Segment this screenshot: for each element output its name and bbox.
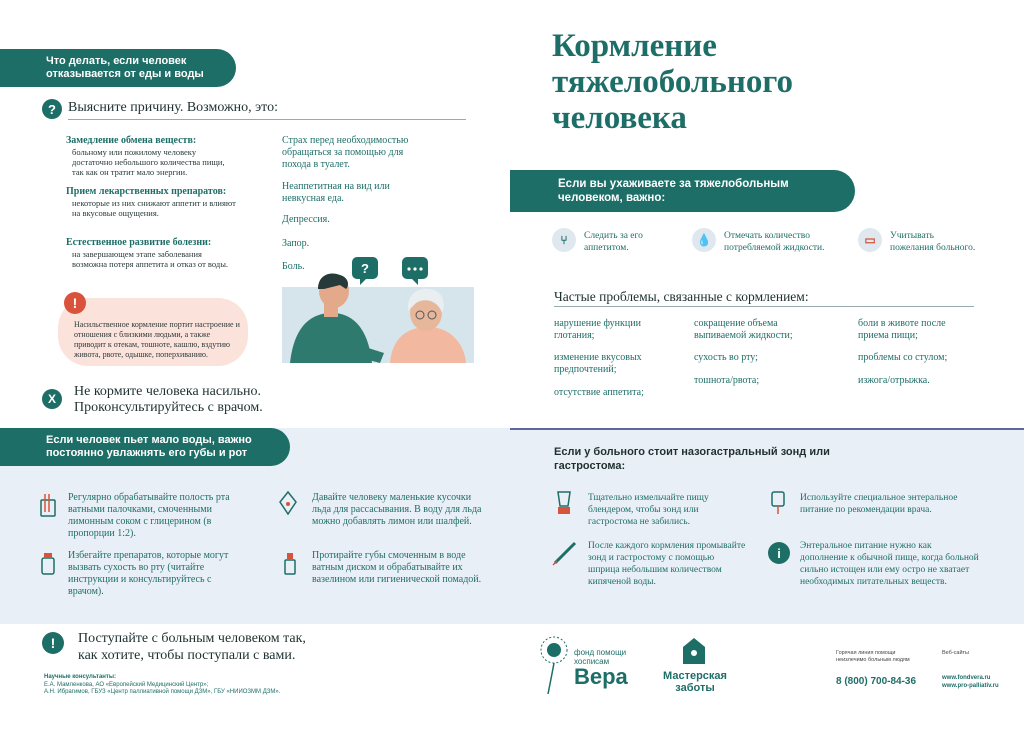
- master-line1: Мастерская: [663, 670, 727, 682]
- sites-label: Веб-сайты: [942, 650, 970, 656]
- cutlery-icon: ⑂: [552, 228, 576, 252]
- main-title-line1: Кормление: [552, 28, 717, 64]
- syringe-icon: [552, 540, 578, 566]
- care-item: Отмечать количество потребляемой жидкости.: [724, 231, 825, 253]
- cause-item-col2: Боль.: [282, 261, 305, 272]
- consultants-line1: Е.А. Мамленкова, АО «Европейский Медицинский Центр»;: [44, 681, 209, 688]
- consultants: [44, 674, 280, 697]
- cause-title: Прием лекарственных препаратов:: [66, 186, 227, 197]
- problem-item: боли в животе после приема пищи;: [858, 318, 946, 341]
- main-title: [552, 28, 793, 136]
- footer-quote-line1: Поступайте с больным человеком так,: [78, 631, 306, 646]
- tube-item: После каждого кормления промывайте зонд и гастростому с помощью шприца небольшим количеством кипяченой воды.: [588, 541, 746, 587]
- info-icon: i: [768, 542, 790, 564]
- ice-bag-icon: [278, 490, 298, 516]
- cotton-swab-icon: [38, 492, 58, 518]
- warning-icon: !: [64, 292, 86, 314]
- dandelion-logo-icon: [536, 634, 576, 694]
- iv-bag-icon: [768, 490, 788, 516]
- cause-item-col2: Запор.: [282, 238, 310, 249]
- problem-item: тошнота/рвота;: [694, 375, 760, 386]
- consultants-title: Научные консультанты:: [44, 674, 116, 680]
- lip-balm-icon: [280, 550, 300, 576]
- cause-item: [66, 135, 236, 177]
- moisture-item: Протирайте губы смоченным в воде ватным диском и обрабатывайте их вазелином или гигиенической помадой.: [312, 550, 482, 585]
- problem-item: сухость во рту;: [694, 352, 758, 363]
- exclamation-icon: !: [42, 632, 64, 654]
- tube-item: Используйте специальное энтеральное питание по рекомендации врача.: [800, 493, 958, 515]
- svg-text:?: ?: [361, 261, 369, 276]
- hotline-label: Горячая линия помощи неизлечимо больным людям: [836, 650, 910, 663]
- cause-item-col2: Страх перед необходимостью обращаться за помощью для похода в туалет.: [282, 135, 409, 170]
- warning-text: Насильственное кормление портит настроение и отношения с близкими людьми, а также приводит к отекам, тошноте, кашлю, вздутию живота, рвоте, одышке, поперхиванию.: [74, 320, 240, 359]
- caregiver-illustration: [280, 255, 476, 363]
- phone-number[interactable]: 8 (800) 700-84-36: [836, 676, 917, 687]
- cause-item: [66, 186, 236, 218]
- speech-bubble-icon: ▭: [858, 228, 882, 252]
- no-force-line2: Проконсультируйтесь с врачом.: [74, 400, 263, 415]
- right-page: [510, 0, 1024, 729]
- problem-item: изменение вкусовых предпочтений;: [554, 352, 642, 375]
- problem-item: нарушение функции глотания;: [554, 318, 641, 341]
- cause-desc: больному или пожилому человеку достаточно небольшого количества пищи, так как он тратит мало энергии.: [72, 147, 225, 177]
- care-item: Следить за его аппетитом.: [584, 231, 643, 253]
- main-title-line2: тяжелобольного: [552, 64, 794, 100]
- problem-item: проблемы со стулом;: [858, 352, 948, 363]
- section1-title: Что делать, если человек отказывается от еды и воды: [46, 55, 204, 80]
- heading-divider: [68, 119, 466, 120]
- moisture-item: Регулярно обрабатывайте полость рта ватными палочками, смоченными лимонным соком с глицерином (в пропорции 1:2).: [68, 492, 230, 539]
- left-page: [0, 0, 510, 729]
- cause-desc: некоторые из них снижают аппетит и влияют на вкусовые ощущения.: [72, 198, 236, 218]
- water-drop-icon: 💧: [692, 228, 716, 252]
- master-logo-text: [660, 670, 730, 694]
- tube-item: Тщательно измельчайте пищу блендером, чтобы зонд или гастростома не забились.: [588, 493, 709, 527]
- tube-title: Если у больного стоит назогастральный зонд или гастростома:: [554, 446, 830, 472]
- problem-item: сокращение объема выпиваемой жидкости;: [694, 318, 793, 341]
- no-force-line1: Не кормите человека насильно.: [74, 384, 261, 399]
- care-item: Учитывать пожелания больного.: [890, 231, 976, 253]
- problems-divider: [554, 306, 974, 307]
- blender-icon: [554, 490, 574, 516]
- care-pill-text: Если вы ухаживаете за тяжелобольным человеком, важно:: [558, 178, 789, 204]
- problem-item: отсутствие аппетита;: [554, 387, 644, 398]
- problems-heading: Частые проблемы, связанные с кормлением:: [554, 289, 809, 304]
- section2-title: Если человек пьет мало воды, важно постоянно увлажнять его губы и рот: [46, 434, 252, 459]
- footer-quote: [78, 630, 306, 664]
- consultants-line2: А.Н. Ибрагимов, ГБУЗ «Центр паллиативной помощи ДЗМ», ГБУ «НИИОЗММ ДЗМ».: [44, 689, 281, 695]
- close-icon: X: [42, 389, 62, 409]
- moisture-item: Избегайте препаратов, которые могут вызвать сухость во рту (читайте инструкции и консультируйтесь с врачом).: [68, 550, 229, 597]
- cause-item: [66, 237, 236, 269]
- cause-item-col2: Неаппетитная на вид или невкусная еда.: [282, 181, 390, 204]
- cause-title: Естественное развитие болезни:: [66, 237, 212, 248]
- master-line2: заботы: [675, 682, 715, 694]
- medicine-bottle-icon: [38, 550, 58, 576]
- vera-small: фонд помощи хосписам: [574, 648, 627, 666]
- moisture-item: Давайте человеку маленькие кусочки льда для рассасывания. В воду для льда можно добавлять лимон или шалфей.: [312, 492, 482, 527]
- vera-name: Вера: [574, 664, 628, 689]
- site2-link[interactable]: www.pro-palliativ.ru: [942, 683, 999, 689]
- cause-title: Замедление обмена веществ:: [66, 135, 197, 146]
- no-force-text: [74, 384, 263, 416]
- care-pill: [510, 170, 855, 212]
- cause-item-col2: Депрессия.: [282, 214, 330, 225]
- section1-title-pill: [0, 49, 236, 87]
- section2-title-pill: [0, 428, 290, 466]
- footer-quote-line2: как хотите, чтобы поступали с вами.: [78, 648, 296, 663]
- site1-link[interactable]: www.fondvera.ru: [942, 675, 991, 681]
- question-heading: Выясните причину. Возможно, это:: [68, 100, 278, 115]
- question-icon: ?: [42, 99, 62, 119]
- cause-desc: на завершающем этапе заболевания возможна потеря аппетита и отказ от воды.: [72, 249, 229, 269]
- tube-item: Энтеральное питание нужно как дополнение к обычной пище, когда больной сильно истощен или ему остро не хватает необходимых питательных веществ.: [800, 541, 979, 587]
- house-logo-icon: [682, 637, 706, 665]
- main-title-line3: человека: [552, 100, 687, 136]
- problem-item: изжога/отрыжка.: [858, 375, 930, 386]
